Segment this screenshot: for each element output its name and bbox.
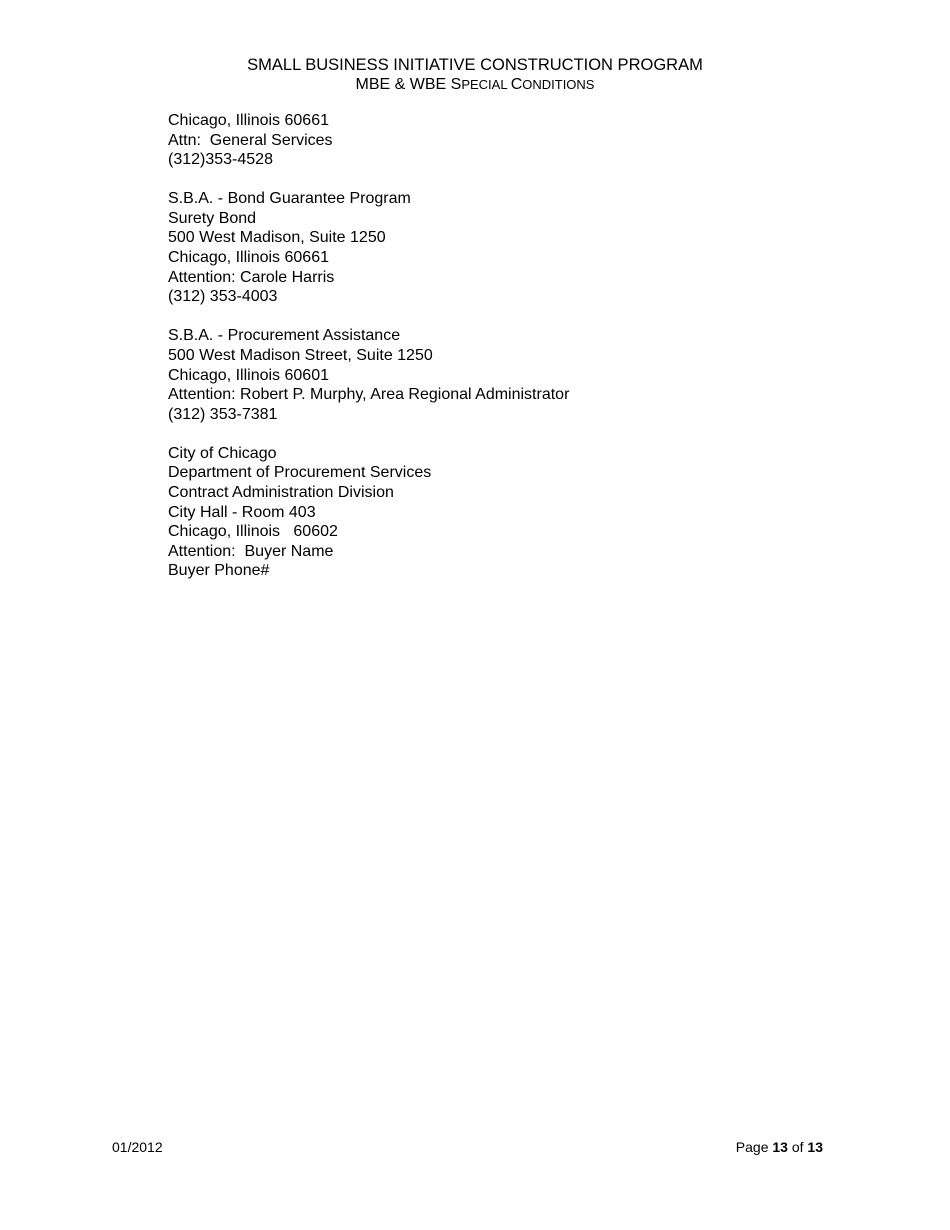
address-line: Chicago, Illinois 60602 — [168, 523, 338, 541]
subtitle-conditions-initial: C — [510, 76, 523, 93]
page-header — [0, 56, 950, 94]
page-number — [736, 1138, 823, 1156]
subtitle-special-rest: PECIAL — [461, 77, 511, 92]
address-line: Attention: Robert P. Murphy, Area Regional Administrator — [168, 386, 570, 404]
page-current: 13 — [772, 1139, 788, 1155]
address-line: Contract Administration Division — [168, 484, 394, 501]
subtitle-prefix: MBE & WBE — [355, 76, 451, 93]
address-block-city-of-chicago — [168, 444, 868, 581]
address-block-sba-bond-guarantee — [168, 189, 868, 307]
address-line: City of Chicago — [168, 444, 277, 462]
page-word: Page — [735, 1139, 773, 1155]
address-line: Attn: General Services — [168, 131, 333, 149]
address-line: S.B.A. - Procurement Assistance — [168, 327, 401, 345]
address-line: 500 West Madison, Suite 1250 — [168, 229, 386, 247]
address-line: 500 West Madison Street, Suite 1250 — [168, 346, 433, 364]
address-line: Surety Bond — [168, 209, 257, 227]
address-line: Chicago, Illinois 60601 — [168, 366, 329, 384]
document-title: SMALL BUSINESS INITIATIVE CONSTRUCTION PROGRAM — [247, 56, 703, 74]
page-total: 13 — [807, 1139, 823, 1155]
footer-date: 01/2012 — [112, 1139, 163, 1155]
address-line: Attention: Buyer Name — [168, 542, 334, 560]
address-line: Chicago, Illinois 60661 — [168, 112, 329, 129]
subtitle-special-initial: S — [450, 76, 462, 93]
page-of: of — [787, 1139, 808, 1155]
address-block-general-services — [168, 111, 868, 170]
address-line: Department of Procurement Services — [168, 464, 432, 482]
address-block-sba-procurement — [168, 326, 868, 424]
address-line: (312)353-4528 — [168, 151, 273, 169]
address-line: Chicago, Illinois 60661 — [168, 249, 329, 267]
address-line: (312) 353-4003 — [168, 288, 278, 306]
subtitle-conditions-rest: ONDITIONS — [522, 77, 595, 92]
address-list — [168, 111, 868, 600]
document-subtitle — [0, 75, 950, 94]
address-line: City Hall - Room 403 — [168, 503, 316, 521]
address-line: Attention: Carole Harris — [168, 268, 335, 286]
address-line: Buyer Phone# — [168, 562, 270, 580]
address-line: S.B.A. - Bond Guarantee Program — [168, 190, 411, 208]
address-line: (312) 353-7381 — [168, 405, 278, 423]
